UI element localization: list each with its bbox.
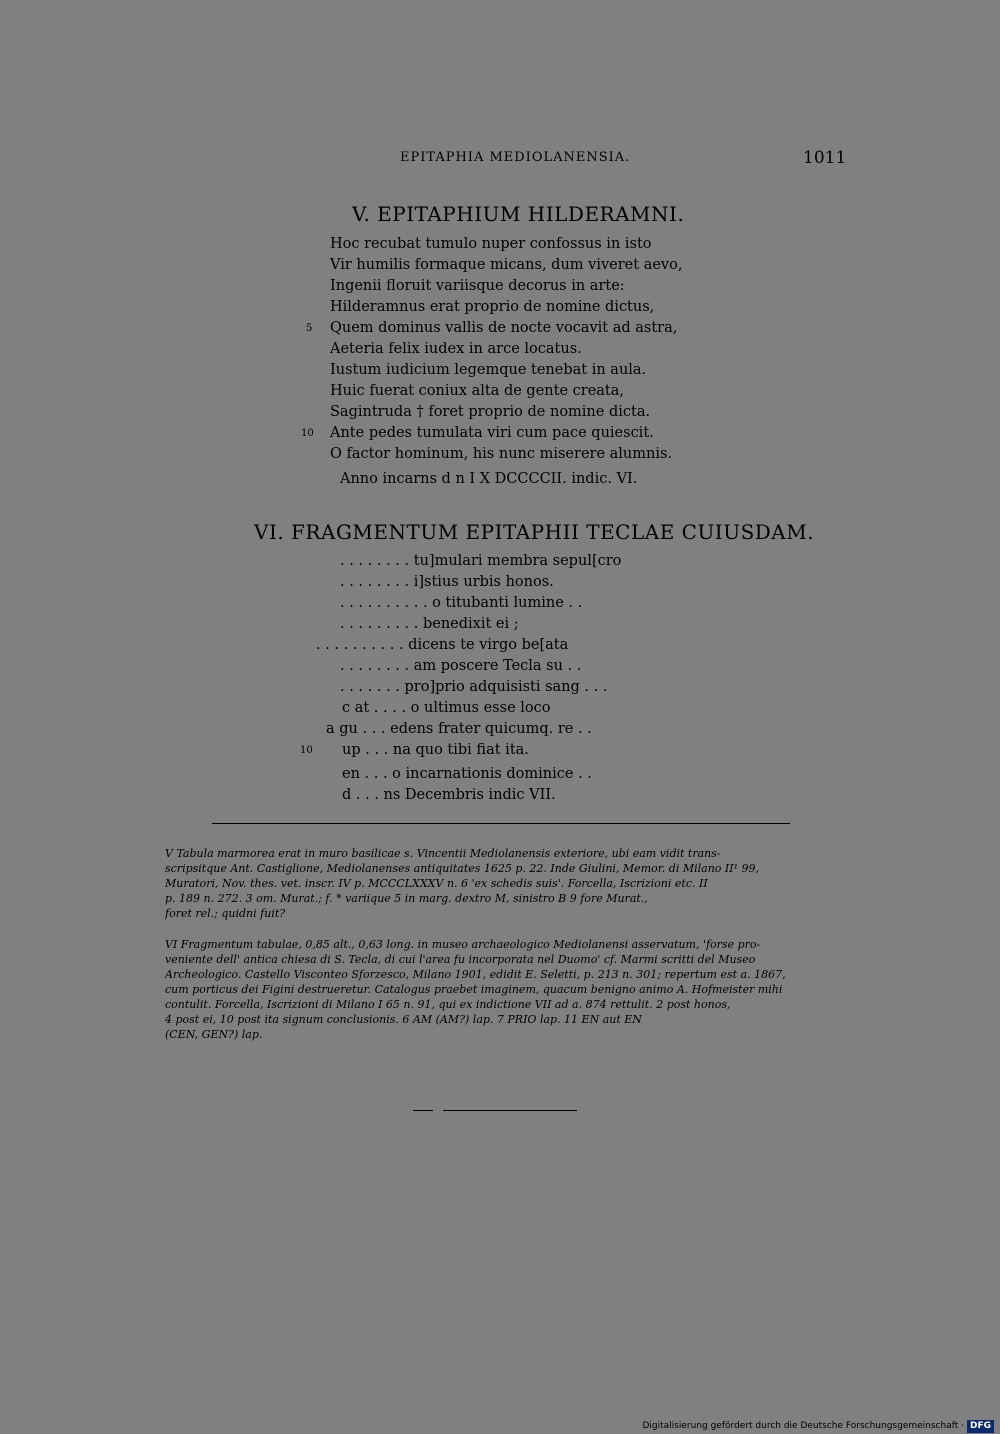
note-line: VI Fragmentum tabulae, 0,85 alt., 0,63 long. in museo archaeologico Mediolanensi asservatum, 'forse pro- [165, 938, 761, 951]
end-rule-long [443, 1110, 577, 1111]
fragment-line: . . . . . . . . . benedixit ei ; [340, 616, 519, 632]
note-v [165, 846, 837, 921]
verse-line: Aeteria felix iudex in arce locatus. [330, 341, 582, 357]
fragment-line: . . . . . . . . . . dicens te virgo be[ata [316, 637, 569, 653]
fragment-line: . . . . . . . . i]stius urbis honos. [340, 574, 554, 590]
fragment-line: c at . . . . o ultimus esse loco [342, 700, 551, 716]
verse-line: Iustum iudicium legemque tenebat in aula. [330, 362, 647, 378]
section-v-title: V. EPITAPHIUM HILDERAMNI. [352, 202, 685, 226]
verse-line: Hoc recubat tumulo nuper confossus in isto [330, 236, 652, 252]
running-title: EPITAPHIA MEDIOLANENSIA. [400, 150, 631, 165]
dfg-logo: DFG [967, 1420, 994, 1433]
verse-line: O factor hominum, his nunc miserere alumnis. [330, 446, 673, 462]
note-line: Archeologico. Castello Visconteo Sforzesco, Milano 1901, edidit E. Seletti, p. 213 n. 301; repertum est a. 1867, [165, 968, 786, 981]
page-number: 1011 [803, 148, 847, 168]
note-line: (CEN, GEN?) lap. [165, 1028, 263, 1041]
verse-line: Sagintruda † foret proprio de nomine dicta. [330, 404, 651, 420]
note-line: cum porticus dei Figini destrueretur. Catalogus praebet imaginem, quacum benigno animo A. Hofmeister mihi [165, 983, 783, 996]
verse-line: Quem dominus vallis de nocte vocavit ad astra, [330, 320, 678, 336]
digitization-credit [643, 1419, 995, 1433]
note-line: V Tabula marmorea erat in muro basilicae s. Vincentii Mediolanensis exteriore, ubi eam vidit trans- [165, 847, 721, 860]
fragment-line: . . . . . . . pro]prio adquisisti sang . . . [340, 679, 608, 695]
note-vi [165, 937, 837, 1042]
verse-line: Ingenii floruit variisque decorus in arte: [330, 278, 625, 294]
fragment-line: d . . . ns Decembris indic VII. [342, 787, 556, 803]
note-line: contulit. Forcella, Iscrizioni di Milano I 65 n. 91, qui ex indictione VII ad a. 874 rettulit. 2 post honos, [165, 998, 731, 1011]
verse-line: Vir humilis formaque micans, dum viveret aevo, [330, 257, 683, 273]
fragment-line: en . . . o incarnationis dominice . . [342, 766, 592, 782]
fragment-line: . . . . . . . . . . o titubanti lumine . . [340, 595, 583, 611]
line-number: 10 [300, 745, 313, 756]
verse-line: Ante pedes tumulata viri cum pace quiescit. [330, 425, 654, 441]
note-line: scripsitque Ant. Castiglione, Mediolanenses antiquitates 1625 p. 22. Inde Giulini, Memor. di Milano II¹ 99, [165, 862, 759, 875]
verse-line: Huic fuerat coniux alta de gente creata, [330, 383, 625, 399]
credit-text: Digitalisierung gefördert durch die Deutsche Forschungsgemeinschaft · [642, 1421, 964, 1431]
note-line: p. 189 n. 272. 3 om. Murat.; f. * variique 5 in marg. dextro M, sinistro B 9 fore Murat., [165, 892, 648, 905]
line-number: 10 [301, 428, 314, 439]
verse-line-date: Anno incarns d n I X DCCCCII. indic. VI. [340, 471, 638, 487]
note-line: veniente dell' antica chiesa di S. Tecla, di cui l'area fu incorporata nel Duomo' cf. Marmi scritti del Museo [165, 953, 756, 966]
note-line: foret rel.; quidni fuit? [165, 907, 286, 920]
section-vi-title: VI. FRAGMENTUM EPITAPHII TECLAE CUIUSDAM. [254, 520, 815, 544]
verse-line: Hilderamnus erat proprio de nomine dictus, [330, 299, 655, 315]
fragment-line: . . . . . . . . tu]mulari membra sepul[cro [340, 553, 622, 569]
fragment-line: up . . . na quo tibi fiat ita. [342, 742, 529, 758]
separator-rule [212, 823, 790, 824]
fragment-line: . . . . . . . . am poscere Tecla su . . [340, 658, 582, 674]
note-line: 4 post ei, 10 post ita signum conclusionis. 6 AM (AM?) lap. 7 PRIO lap. 11 EN aut EN [165, 1013, 642, 1026]
note-line: Muratori, Nov. thes. vet. inscr. IV p. MCCCLXXXV n. 6 'ex schedis suis'. Forcella, Iscrizioni etc. II [165, 877, 708, 890]
line-number: 5 [306, 323, 313, 334]
fragment-line: a gu . . . edens frater quicumq. re . . [326, 721, 592, 737]
end-rule-short [413, 1110, 433, 1111]
running-head [0, 150, 1000, 172]
